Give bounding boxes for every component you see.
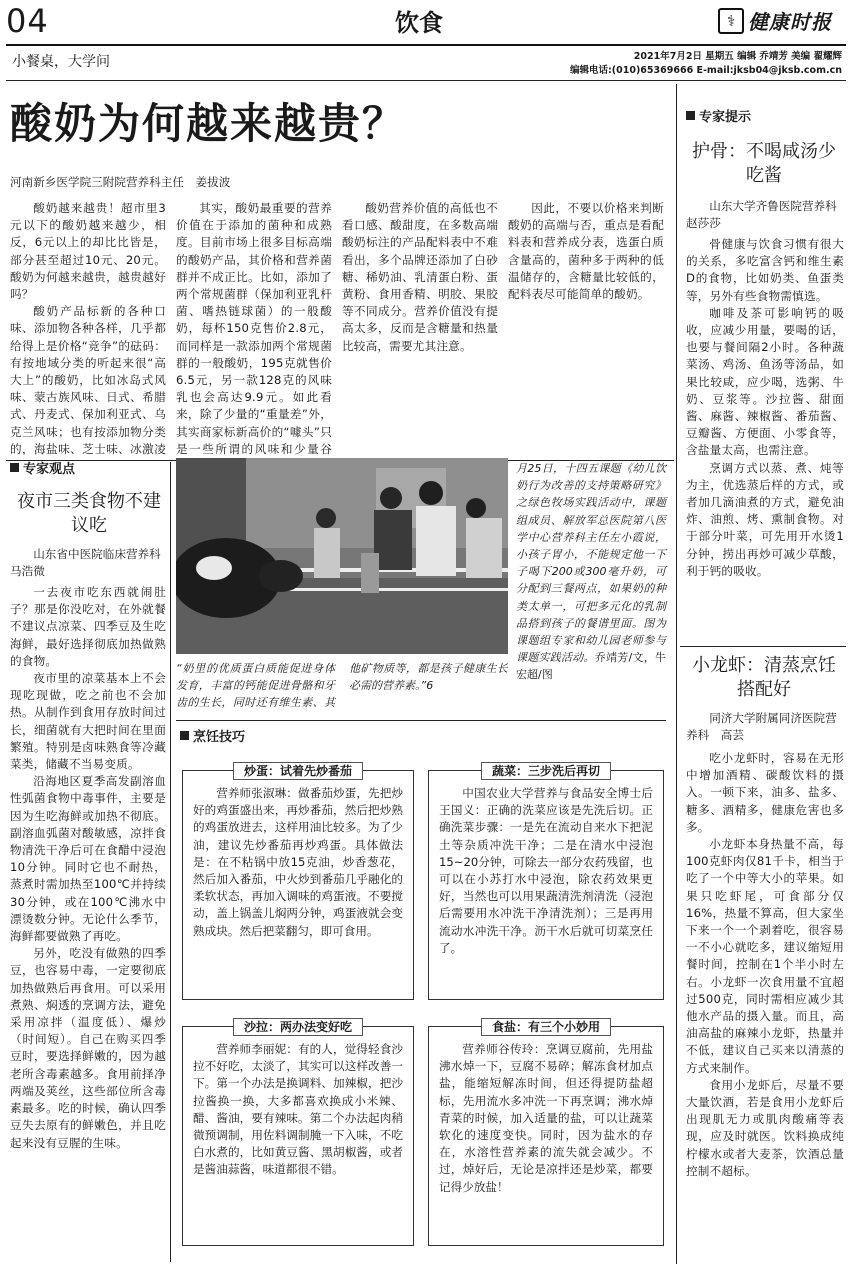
box-paragraph: 中国农业大学营养与食品安全博士后王国义：正确的洗菜应该是先洗后切。正确洗菜步骤：一是先在流动自来水下把泥土等杂质冲洗干净；二是在清水中浸泡15~20分钟，可除去一部分农药残留，也可以在小苏打水中浸泡，除农药效果更好，当然也可以用果蔬清洗剂清洗（浸泡后需要用水冲洗干净清洗剂）；三是再用流动水冲洗干净。沥干水后就可切菜烹任了。 [439, 786, 653, 955]
photo-caption-right [516, 460, 666, 684]
tips-article1-title: 护骨：不喝咸汤少吃酱 [692, 141, 836, 186]
tips-paragraph: 食用小龙虾后，尽量不要大量饮酒，若是食用小龙虾后出现肌无力或肌肉酸痛等表现，应及时就医。饮料换成纯柠檬水或者大麦茶，饮酒总量控制不超标。 [686, 1077, 844, 1178]
main-article-col-2 [176, 200, 332, 455]
cooking-box-salad [182, 1020, 414, 1246]
tips-article2-body [686, 750, 844, 1262]
tips-article2-byline: 同济大学附属同济医院营养科 高芸 [686, 711, 837, 742]
farm-activity-image [176, 458, 508, 654]
main-paragraph: 其实，酸奶最重要的营养价值在于添加的菌种和成熟度。目前市场上很多目标高端的酸奶产品，其价格和营养菌群并不成正比。比如，添加了两个常规菌群（保加利亚乳杆菌、嗜热链球菌）的一般酸奶，每杯150克售价2.8元，而同样是一款添加两个常规菌群的一般酸奶，195克就售价6.5元，另一款128克的风味乳也会高达9.9元。如此看来，除了少量的“重量差”外，其实商家标新高价的“噱头”只是一些所谓的风味和少量谷 [176, 201, 332, 455]
issue-info: 2021年7月2日 星期五 编辑 乔靖芳 美编 翟耀辉 [633, 51, 842, 62]
photo-caption-left: “奶里的优质蛋白质能促进身体发育，丰富的钙能促进骨骼和牙齿的生长，同时还有维生素、其他矿物质等，都是孩子健康生长必需的营养素。”6 [176, 662, 508, 709]
expert-paragraph: 一去夜市吃东西就闹肚子？那是你没吃对，在外就餐不建议点凉菜、四季豆及生吃海鲜，最好选择彻底加热做熟的食物。 [10, 585, 166, 668]
tips-paragraph: 骨健康与饮食习惯有很大的关系，多吃富含钙和维生素D的食物，比如奶类、鱼蛋类等，另外有些食物需慎选。 [686, 237, 844, 303]
box-body [193, 785, 403, 940]
cooking-box-salt [428, 1020, 664, 1246]
news-photo [176, 458, 508, 654]
main-paragraph: 酸奶越来越贵！超市里3元以下的酸奶越来越少，相反，6元以上的却比比皆是，部分甚至超过10元、20元。酸奶为何越来越贵，越贵越好吗？ [10, 201, 166, 302]
tips-article1-body [686, 236, 844, 636]
box-paragraph: 营养师谷传玲：烹调豆腐前，先用盐沸水焯一下，豆腐不易碎；解冻食材加点盐，能缩短解冻时间，但还得提防盐超标，先用流水多冲洗一下再烹调；沸水焯青菜的时候，加入适量的盐，可以让蔬菜软化的速度变快。同时，因为盐水的存在，水溶性营养素的流失就会减少。不过，焯好后，无论是凉拌还是炒菜，都要记得少放盐！ [439, 1042, 653, 1194]
main-article-col-3 [342, 200, 498, 455]
logo-text: 健康时报 [748, 10, 832, 34]
caption-text: 月25日，十四五课题《幼儿饮奶行为改善的支持策略研究》之绿色牧场实践活动中，课题组成员、解放军总医院第八医学中心营养科主任左小霞说，小孩子胃小，不能规定他一下子喝下200或300毫升奶，可分配到三餐两点，如果奶的种类太单一，可把多元化的乳制品搭到孩子的餐谱里面。图为课题组专家和幼儿园老师参与课题实践活动。 [516, 462, 666, 665]
box-title: 蔬菜：三步洗后再切 [481, 762, 611, 780]
expert-paragraph: 沿海地区夏季高发副溶血性弧菌食物中毒事件，主要是因为生吃海鲜或加热不彻底。副溶血弧菌对酸敏感，凉拌食物清洗干净后可在食醋中浸泡10分钟。同时它也不耐热，蒸煮时需加热至100℃并持续30分钟，或在100℃沸水中漂烫数分钟。无论什么季节，海鲜都要做熟了再吃。 [10, 774, 166, 944]
tips-paragraph: 烹调方式以蒸、煮、炖等为主，优选蒸后样的方式，或者加几滴油煮的方式，避免油炸、油煎、烤、熏制食物。对于部分叶菜，可先用开水烫1分钟，捞出再炒可减少草酸，利于钙的吸收。 [686, 460, 844, 578]
box-title: 沙拉：两办法变好吃 [233, 1018, 363, 1036]
main-paragraph: 酸奶营养价值的高低也不看口感、酸甜度，在多数高端酸奶标注的产品配料表中不难看出，多个品牌还添加了白砂糖、稀奶油、乳清蛋白粉、蛋黄粉、食用香精、明胶、果胶等不同成分。营养价值没有提高太多，反而是含糖量和热量比较高，需要尤其注意。 [342, 201, 498, 353]
expert-paragraph: 夜市里的凉菜基本上不会现吃现做，吃之前也不会加热。从制作到食用存放时间过长，细菌就有大把时间在里面繁殖。特别是卤味熟食等冷藏菜类，储藏不当易变质。 [10, 671, 166, 772]
box-paragraph: 营养师李丽妮：有的人，觉得轻食沙拉不好吃，太淡了，其实可以这样改善一下。第一个办法是换调料、加辣椒，把沙拉酱换一换，大多都喜欢换成小米辣、醋、酱油，要有辣味。第二个办法起肉稍微预调制，用佐料调制腌一下入味，不吃白水煮的，比如黄豆酱、黑胡椒酱，或者是酱油蒜酱，味道都很不错。 [193, 1042, 403, 1177]
section-label: 专家观点 [23, 462, 76, 477]
main-article-col-1 [10, 200, 166, 455]
tips-paragraph: 吃小龙虾时，容易在无形中增加酒精、碳酸饮料的摄入。一顿下来，油多、盐多、糖多、酒精多，健康危害也多多。 [686, 751, 844, 834]
tips-article1-byline: 山东大学齐鲁医院营养科 赵莎莎 [686, 199, 849, 230]
tips-paragraph: 小龙虾本身热量不高，每100克虾肉仅81千卡，相当于吃了一个中等大小的苹果。如果只吃虾尾，可食部分仅16%，热量不算高，但大家坐下来一个一个剥着吃，很容易一不小心就吃多，建议缩短用餐时间，控制在1个半小时左右。小龙虾一次食用量不宜超过500克，同时需相应减少其他水产品的摄入量。而且，高油高盐的麻辣小龙虾，热量并不低，建议自己买来以清蒸的方式来制作。 [686, 837, 844, 1075]
tips-article2-title: 小龙虾：清蒸烹饪搭配好 [692, 655, 836, 700]
box-paragraph: 营养师张淑琳：做番茄炒蛋，先把炒好的鸡蛋盛出来，再炒番茄，然后把炒熟的鸡蛋放进去，这样用油比较多。为了少油，建议先炒番茄再炒鸡蛋。具体做法是：在不粘锅中放15克油，炒香葱花，然后加入番茄，中火炒到番茄几乎融化的柔软状态，再加入调味的鸡蛋液。不要搅动，盖上锅盖儿焖两分钟，鸡蛋液就会变熟成块。然后把菜翻匀，即可食用。 [193, 786, 403, 938]
newspaper-logo [718, 6, 832, 35]
expert-view-body [10, 584, 166, 1264]
box-body [439, 785, 653, 957]
main-byline: 河南新乡医学院三附院营养科主任 姜拔波 [10, 175, 231, 189]
main-paragraph: 酸奶产品标新的各种口味、添加物各种各样，几乎都给得上是价格“竞争”的砝码：有按地域分类的听起来很“高大上”的酸奶，比如冰岛式风味、蒙古族风味、日式、希腊式、丹麦式、保加利亚式、乌克兰风味；也有按添加物分类的，海盐味、芝士味、冰激凌 [10, 304, 166, 455]
cooking-box-eggs [182, 764, 414, 1000]
expert-paragraph: 另外，吃没有做熟的四季豆，也容易中毒，一定要彻底加热做熟后再食用。可以采用煮熟、焖透的烹调方法，避免采用凉拌（温度低）、爆炒（时间短）。自己在购买四季豆时，要选择鲜嫩的，因为越老所含毒素越多。食用前择净两端及荚丝，这些部位所含毒素最多。吃的时候，确认四季豆失去原有的鲜嫩色，并且吃起来没有豆腥的生味。 [10, 946, 166, 1150]
expert-view-title: 夜市三类食物不建议吃 [17, 491, 161, 536]
box-title: 炒蛋：试着先炒番茄 [233, 762, 363, 780]
expert-view-byline: 山东省中医院临床营养科 马浩微 [10, 547, 173, 578]
box-body [193, 1041, 403, 1179]
main-paragraph: 因此，不要以价格来判断酸奶的高端与否，重点是看配料表和营养成分表，选蛋白质含量高的，菌种多于两种的低温储存的，含糖量比较低的，配料表尽可能简单的酸奶。 [508, 201, 664, 302]
main-article-col-4 [508, 200, 664, 455]
box-title: 食盐：有三个小妙用 [481, 1018, 611, 1036]
column-name: 小餐桌，大学问 [12, 54, 110, 70]
photo-credit: 乔靖芳/文，牛宏超/图 [516, 651, 667, 682]
section-name: 饮食 [395, 9, 443, 37]
expert-view-header [10, 458, 75, 477]
cooking-header [180, 726, 245, 745]
logo-icon: ⚕ [718, 8, 744, 34]
main-headline: 酸奶为何越来越贵？ [10, 99, 407, 148]
contact-info: 编辑电话:(010)65369666 E-mail:jksb04@jksb.com.cn [569, 65, 842, 76]
cooking-box-vegetables [428, 764, 664, 1000]
section-label: 烹饪技巧 [193, 730, 246, 745]
box-body [439, 1041, 653, 1196]
tips-paragraph: 咖啡及茶可影响钙的吸收，应减少用量，要喝的话，也要与餐间隔2小时。各种蔬菜汤、鸡汤、鱼汤等汤品，如果比较咸，应少喝，选粥、牛奶、豆浆等。沙拉酱、甜面酱、麻酱、辣椒酱、番茄酱、豆瓣酱、方便面、小零食等，含盐量太高，也需注意。 [686, 305, 844, 458]
expert-tips-header [686, 106, 751, 125]
page-number: 04 [6, 2, 49, 40]
section-label: 专家提示 [699, 110, 752, 125]
